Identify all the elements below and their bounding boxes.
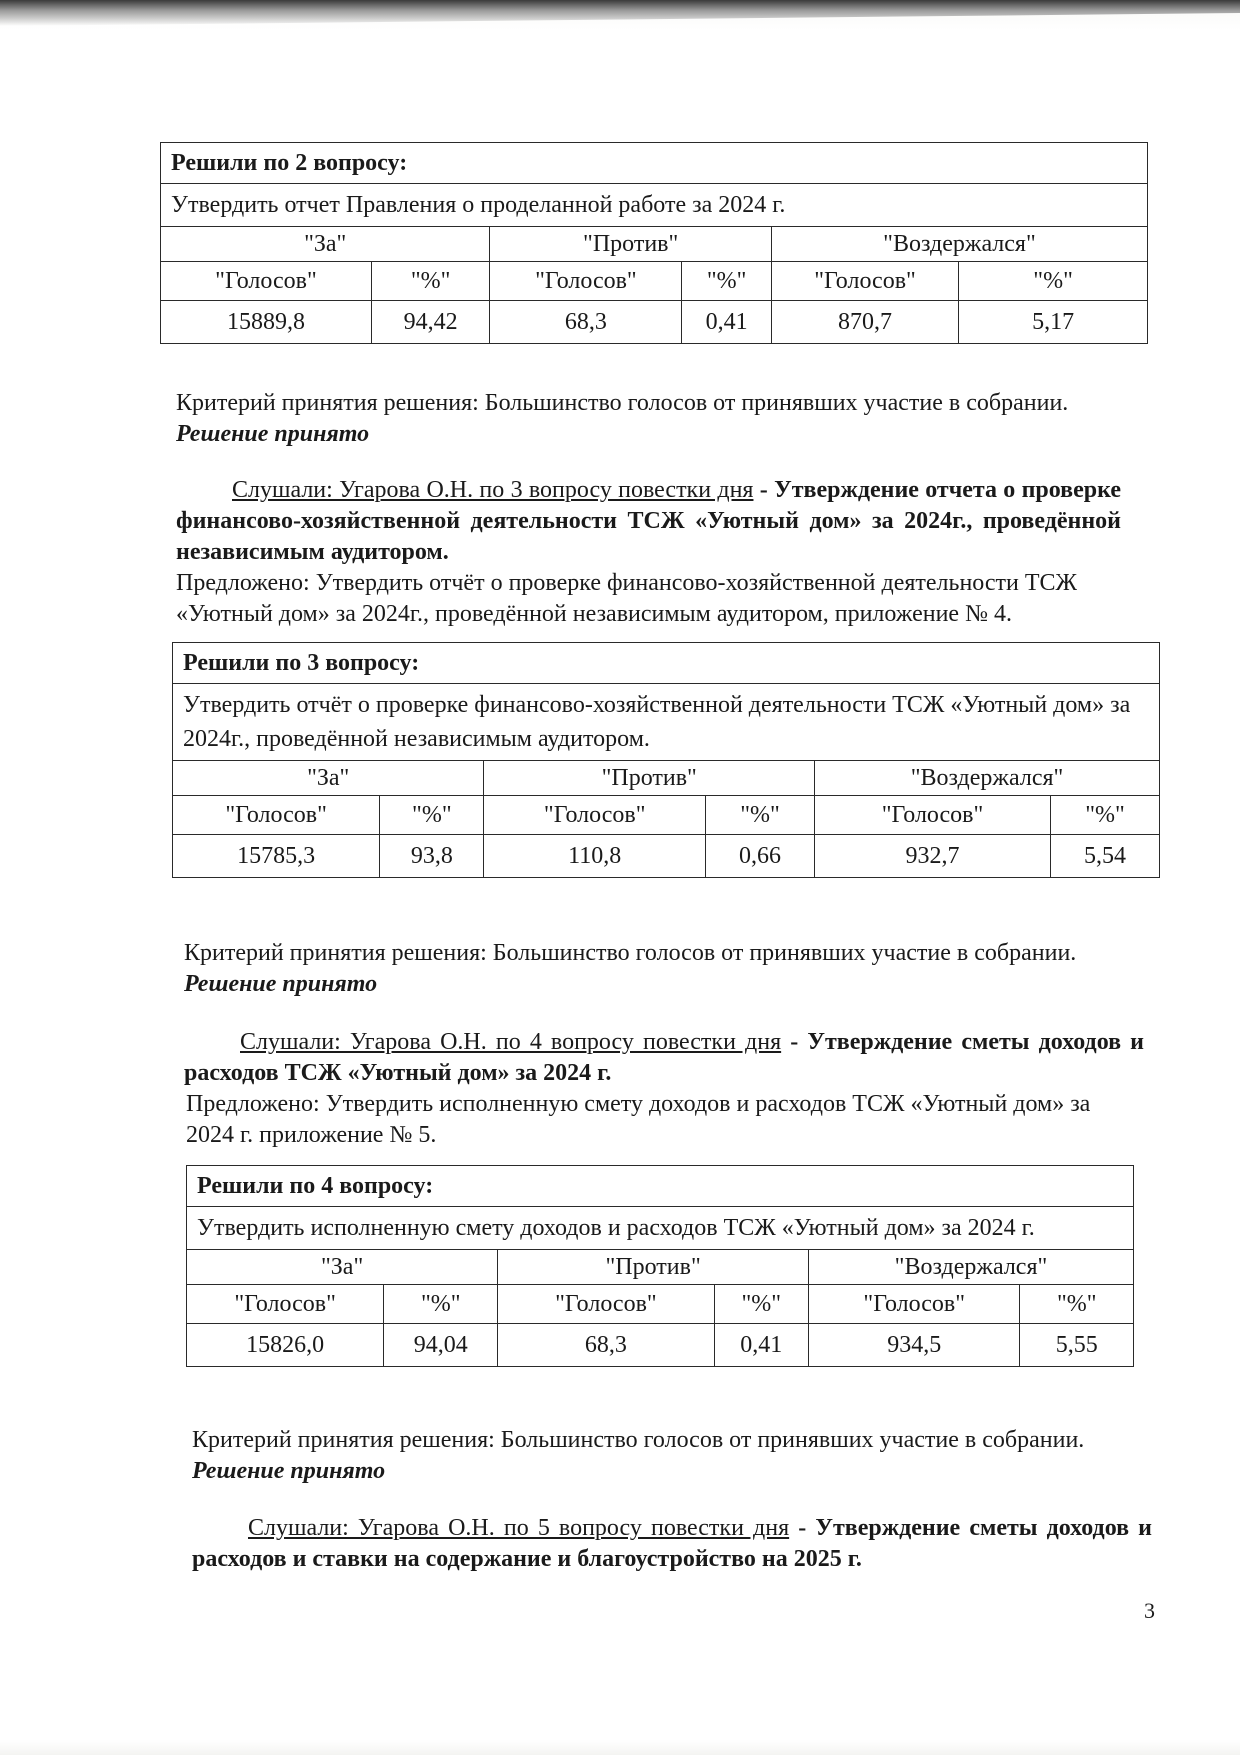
result-text: Решение принято — [192, 1458, 386, 1484]
abstain-pct: 5,54 — [1051, 835, 1160, 878]
decision-text: Утвердить отчет Правления о проделанной работе за 2024 г. — [161, 184, 1148, 227]
for-header: "За" — [161, 227, 490, 262]
criterion-q2 — [176, 388, 1136, 450]
for-header: "За" — [187, 1250, 498, 1285]
heard-topic: Утверждение отчета о проверке финансово-хозяйственной деятельности ТСЖ «Уютный дом» за 2024г., проведённой независимым аудитором. — [176, 477, 1122, 565]
heard-prefix: Слушали: Угарова О.Н. по 4 вопросу повестки дня — [240, 1029, 782, 1055]
pct-header: "%" — [1051, 796, 1160, 835]
for-header: "За" — [173, 761, 484, 796]
criterion-text: Критерий принятия решения: Большинство голосов от принявших участие в собрании. — [192, 1427, 1085, 1453]
pct-header: "%" — [706, 796, 815, 835]
abstain-pct: 5,55 — [1020, 1324, 1134, 1367]
votes-header: "Голосов" — [815, 796, 1051, 835]
heard-topic: Утверждение сметы доходов и расходов и ставки на содержание и благоустройство на 2025 г. — [192, 1515, 1152, 1572]
proposal-q4: Предложено: Утвердить исполненную смету доходов и расходов ТСЖ «Уютный дом» за 2024 г. приложение № 5. — [186, 1091, 1091, 1148]
heard-prefix: Слушали: Угарова О.Н. по 5 вопросу повестки дня — [248, 1515, 790, 1541]
abstain-votes: 934,5 — [808, 1324, 1020, 1367]
page-number: 3 — [1144, 1598, 1155, 1623]
criterion-q3 — [184, 938, 1144, 1000]
result-text: Решение принято — [176, 421, 370, 447]
table-heading: Решили по 4 вопросу: — [187, 1166, 1134, 1207]
criterion-q4 — [192, 1425, 1152, 1487]
votes-header: "Голосов" — [173, 796, 380, 835]
heard-q5 — [192, 1513, 1152, 1575]
heard-q3 — [176, 475, 1121, 568]
abstain-header: "Воздержался" — [808, 1250, 1133, 1285]
criterion-text: Критерий принятия решения: Большинство голосов от принявших участие в собрании. — [176, 390, 1069, 416]
decision-text: Утвердить отчёт о проверке финансово-хозяйственной деятельности ТСЖ «Уютный дом» за 2024г., проведённой независимым аудитором. — [173, 684, 1160, 761]
for-votes: 15785,3 — [173, 835, 380, 878]
vote-table-q4 — [186, 1165, 1134, 1367]
for-votes: 15826,0 — [187, 1324, 384, 1367]
proposal-q3: Предложено: Утвердить отчёт о проверке финансово-хозяйственной деятельности ТСЖ «Уютный дом» за 2024г., проведённой независимым аудитором, приложение № 4. — [176, 570, 1078, 627]
abstain-pct: 5,17 — [959, 301, 1148, 344]
heard-dash: - — [789, 1515, 816, 1541]
votes-header: "Голосов" — [161, 262, 372, 301]
against-pct: 0,41 — [682, 301, 771, 344]
votes-header: "Голосов" — [187, 1285, 384, 1324]
heard-dash: - — [781, 1029, 808, 1055]
scan-edge-shadow — [0, 0, 1240, 26]
abstain-votes: 932,7 — [815, 835, 1051, 878]
votes-header: "Голосов" — [771, 262, 958, 301]
heard-dash: - — [753, 477, 775, 503]
vote-table-q2 — [160, 142, 1148, 344]
pct-header: "%" — [384, 1285, 498, 1324]
heard-q4 — [184, 1027, 1144, 1089]
vote-table-q3 — [172, 642, 1160, 878]
pct-header: "%" — [682, 262, 771, 301]
against-header: "Против" — [498, 1250, 809, 1285]
abstain-votes: 870,7 — [771, 301, 958, 344]
for-pct: 94,04 — [384, 1324, 498, 1367]
abstain-header: "Воздержался" — [815, 761, 1160, 796]
votes-header: "Голосов" — [498, 1285, 714, 1324]
votes-header: "Голосов" — [808, 1285, 1020, 1324]
votes-header: "Голосов" — [484, 796, 706, 835]
against-votes: 68,3 — [498, 1324, 714, 1367]
pct-header: "%" — [1020, 1285, 1134, 1324]
table-heading: Решили по 2 вопросу: — [161, 143, 1148, 184]
heard-prefix: Слушали: Угарова О.Н. по 3 вопросу повестки дня — [232, 477, 754, 503]
for-pct: 93,8 — [380, 835, 484, 878]
against-votes: 110,8 — [484, 835, 706, 878]
pct-header: "%" — [380, 796, 484, 835]
pct-header: "%" — [371, 262, 490, 301]
abstain-header: "Воздержался" — [771, 227, 1147, 262]
result-text: Решение принято — [184, 971, 378, 997]
against-pct: 0,41 — [714, 1324, 808, 1367]
for-votes: 15889,8 — [161, 301, 372, 344]
against-header: "Против" — [490, 227, 771, 262]
pct-header: "%" — [714, 1285, 808, 1324]
against-pct: 0,66 — [706, 835, 815, 878]
against-header: "Против" — [484, 761, 815, 796]
criterion-text: Критерий принятия решения: Большинство голосов от принявших участие в собрании. — [184, 940, 1077, 966]
for-pct: 94,42 — [371, 301, 490, 344]
table-heading: Решили по 3 вопросу: — [173, 643, 1160, 684]
pct-header: "%" — [959, 262, 1148, 301]
decision-text: Утвердить исполненную смету доходов и расходов ТСЖ «Уютный дом» за 2024 г. — [187, 1207, 1134, 1250]
against-votes: 68,3 — [490, 301, 682, 344]
votes-header: "Голосов" — [490, 262, 682, 301]
heard-topic: Утверждение сметы доходов и расходов ТСЖ «Уютный дом» за 2024 г. — [184, 1029, 1144, 1086]
